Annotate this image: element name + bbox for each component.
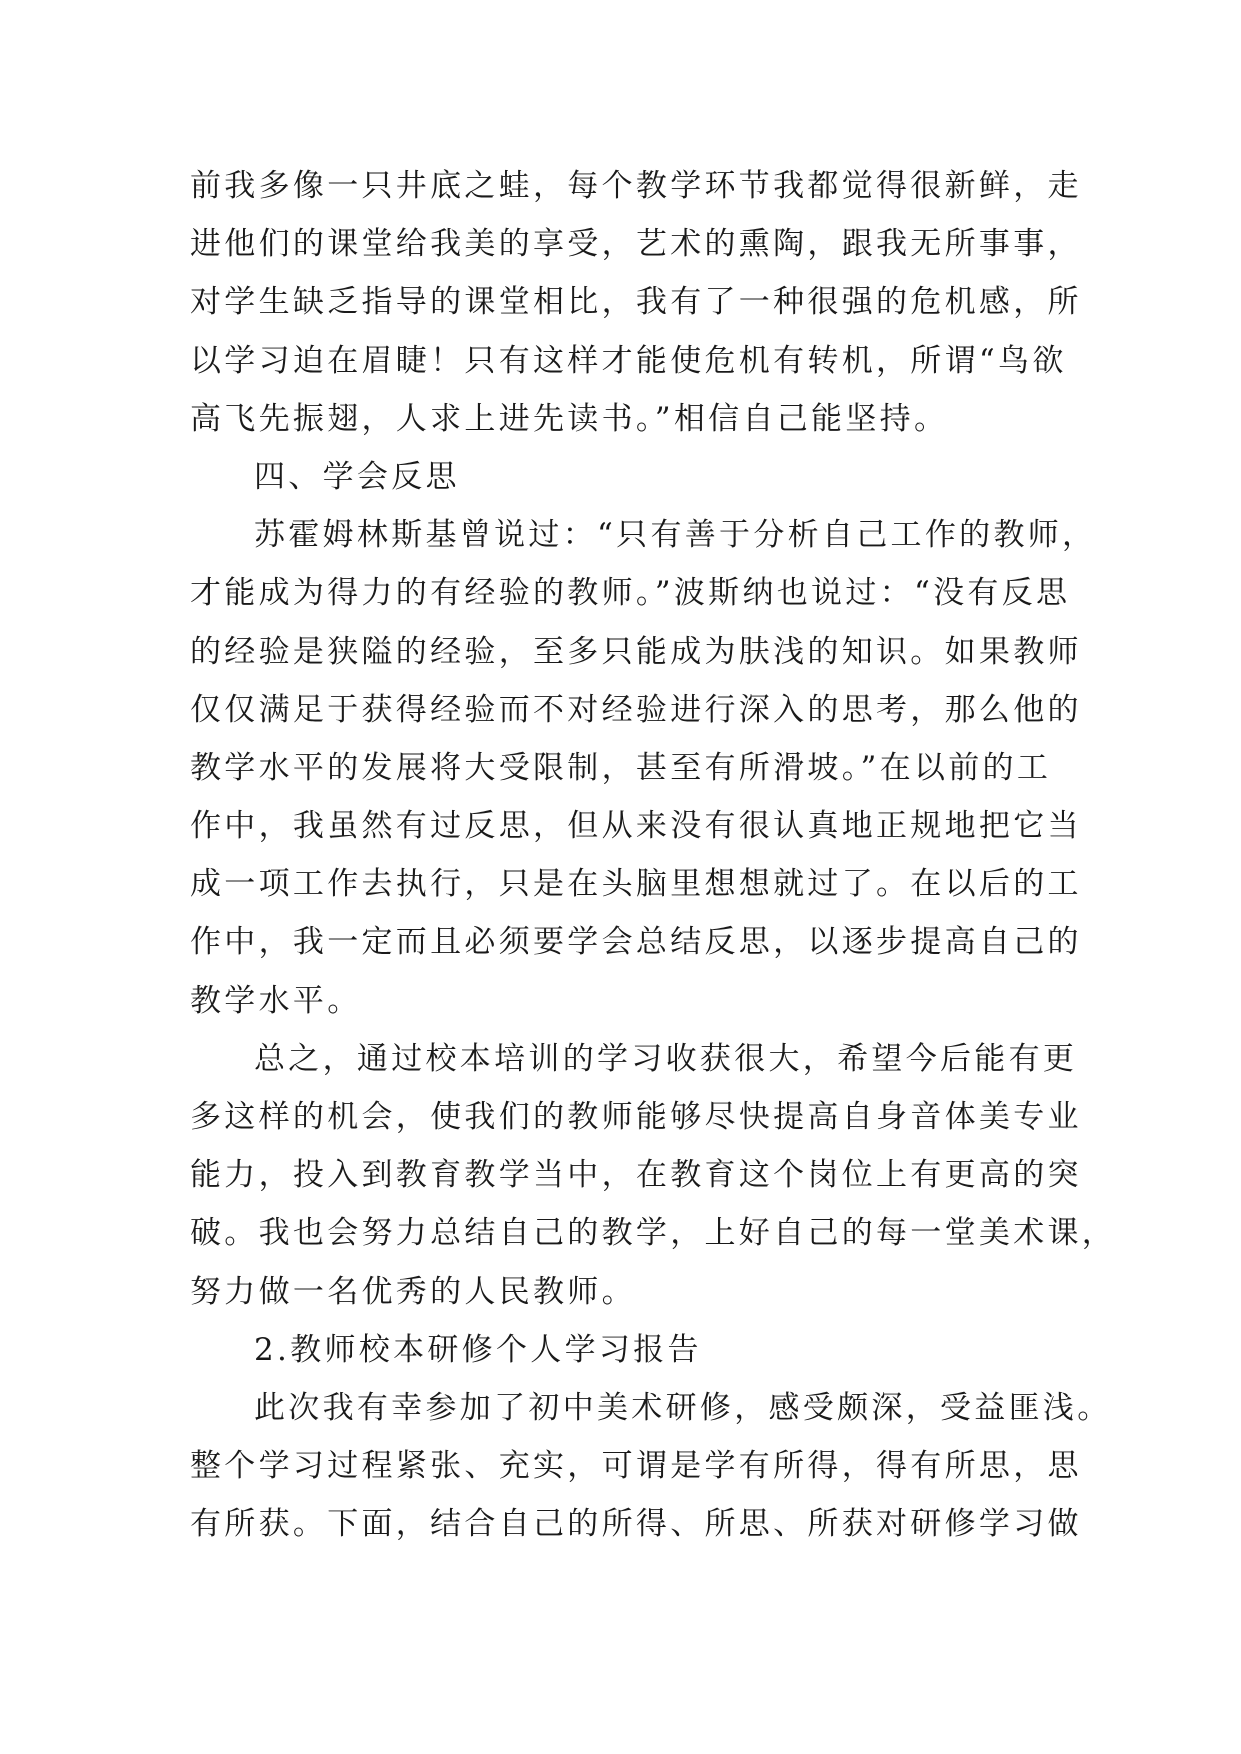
text-line: 苏霍姆林斯基曾说过：“只有善于分析自己工作的教师， xyxy=(254,517,1097,554)
text-line: 教学水平。 xyxy=(190,982,362,1019)
text-line: 破。我也会努力总结自己的教学，上好自己的每一堂美术课， xyxy=(190,1215,1117,1252)
text-line: 多这样的机会，使我们的教师能够尽快提高自身音体美专业 xyxy=(190,1099,1082,1135)
text-line: 以学习迫在眉睫！只有这样才能使危机有转机，所谓“鸟欲 xyxy=(190,342,1067,379)
text-line: 教学水平的发展将大受限制，甚至有所滑坡。”在以前的工 xyxy=(190,749,1052,786)
text-line: 才能成为得力的有经验的教师。”波斯纳也说过：“没有反思 xyxy=(190,575,1071,612)
text-line: 总之，通过校本培训的学习收获很大，希望今后能有更 xyxy=(254,1040,1078,1077)
text-line: 进他们的课堂给我美的享受，艺术的熏陶，跟我无所事事， xyxy=(190,226,1082,263)
text-line: 四、学会反思 xyxy=(254,458,460,495)
body-text xyxy=(190,157,1117,1554)
text-line: 仅仅满足于获得经验而不对经验进行深入的思考，那么他的 xyxy=(190,691,1082,728)
text-line: 有所获。下面，结合自己的所得、所思、所获对研修学习做 xyxy=(190,1506,1082,1543)
text-line: 2.教师校本研修个人学习报告 xyxy=(254,1331,702,1368)
text-line: 作中，我一定而且必须要学会总结反思，以逐步提高自己的 xyxy=(190,924,1082,961)
text-line: 能力，投入到教育教学当中，在教育这个岗位上有更高的突 xyxy=(190,1157,1082,1194)
text-line: 作中，我虽然有过反思，但从来没有很认真地正规地把它当 xyxy=(190,808,1082,845)
text-line: 此次我有幸参加了初中美术研修，感受颇深，受益匪浅。 xyxy=(254,1389,1112,1426)
text-line: 对学生缺乏指导的课堂相比，我有了一种很强的危机感，所 xyxy=(190,284,1082,321)
text-line: 高飞先振翅，人求上进先读书。”相信自己能坚持。 xyxy=(190,400,949,437)
text-line: 努力做一名优秀的人民教师。 xyxy=(190,1273,636,1310)
text-line: 成一项工作去执行，只是在头脑里想想就过了。在以后的工 xyxy=(190,866,1082,903)
text-line: 整个学习过程紧张、充实，可谓是学有所得，得有所思，思 xyxy=(190,1448,1082,1485)
text-line: 的经验是狭隘的经验，至多只能成为肤浅的知识。如果教师 xyxy=(190,633,1082,670)
text-line: 前我多像一只井底之蛙，每个教学环节我都觉得很新鲜，走 xyxy=(190,168,1082,204)
